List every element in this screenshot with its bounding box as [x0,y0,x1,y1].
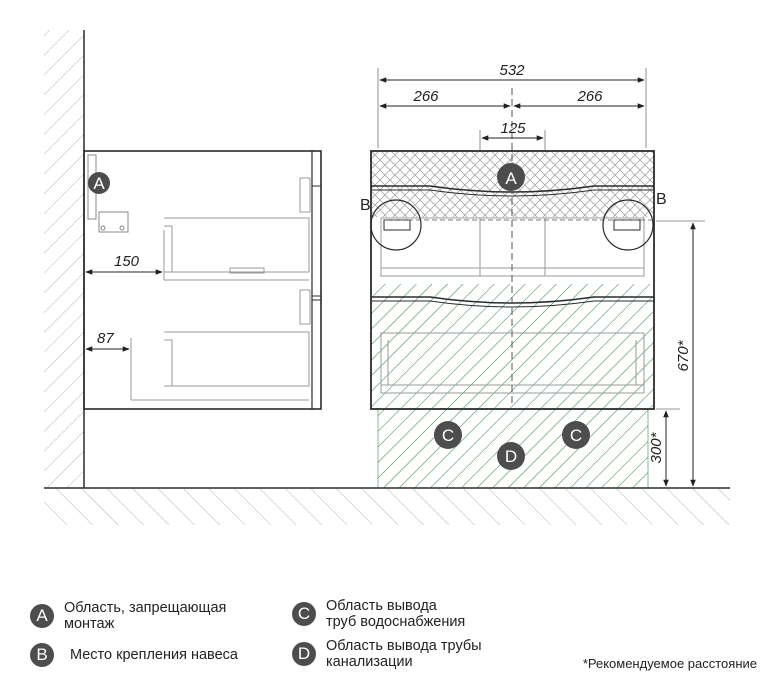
dim-300-label: 300* [648,432,665,464]
legend-badge-b: B [30,643,54,667]
dim-150-label: 150 [114,253,140,270]
dim-87-label: 87 [97,330,114,347]
legend-item-b [30,643,238,667]
dim-670-label: 670* [675,340,692,372]
legend-item-d [292,638,482,670]
dim-532-label: 532 [499,62,525,79]
legend-item-a [30,600,226,632]
footnote: *Рекомендуемое расстояние [582,656,757,671]
dim-125-label: 125 [500,120,526,137]
legend-badge-a: A [30,604,54,628]
badge-c-right-letter: C [569,426,583,445]
legend-badge-d: D [292,642,316,666]
label-b-right: B [656,191,667,208]
legend-text-a: Область, запрещающая монтаж [64,600,227,632]
side-marker-a-letter: A [93,174,105,193]
label-b-left: B [360,197,371,214]
dim-266-left-label: 266 [413,88,439,105]
legend-text-c: Область вывода труб водоснабжения [326,598,466,630]
dim-266-right-label: 266 [577,88,603,105]
badge-d-letter: D [504,447,518,466]
legend-item-c [292,598,465,630]
legend-text-d: Область вывода трубы канализации [326,638,482,670]
legend-badge-c: C [292,602,316,626]
legend-text-b: Место крепления навеса [70,647,238,663]
badge-a-letter: A [505,169,517,188]
badge-c-left-letter: C [441,426,455,445]
